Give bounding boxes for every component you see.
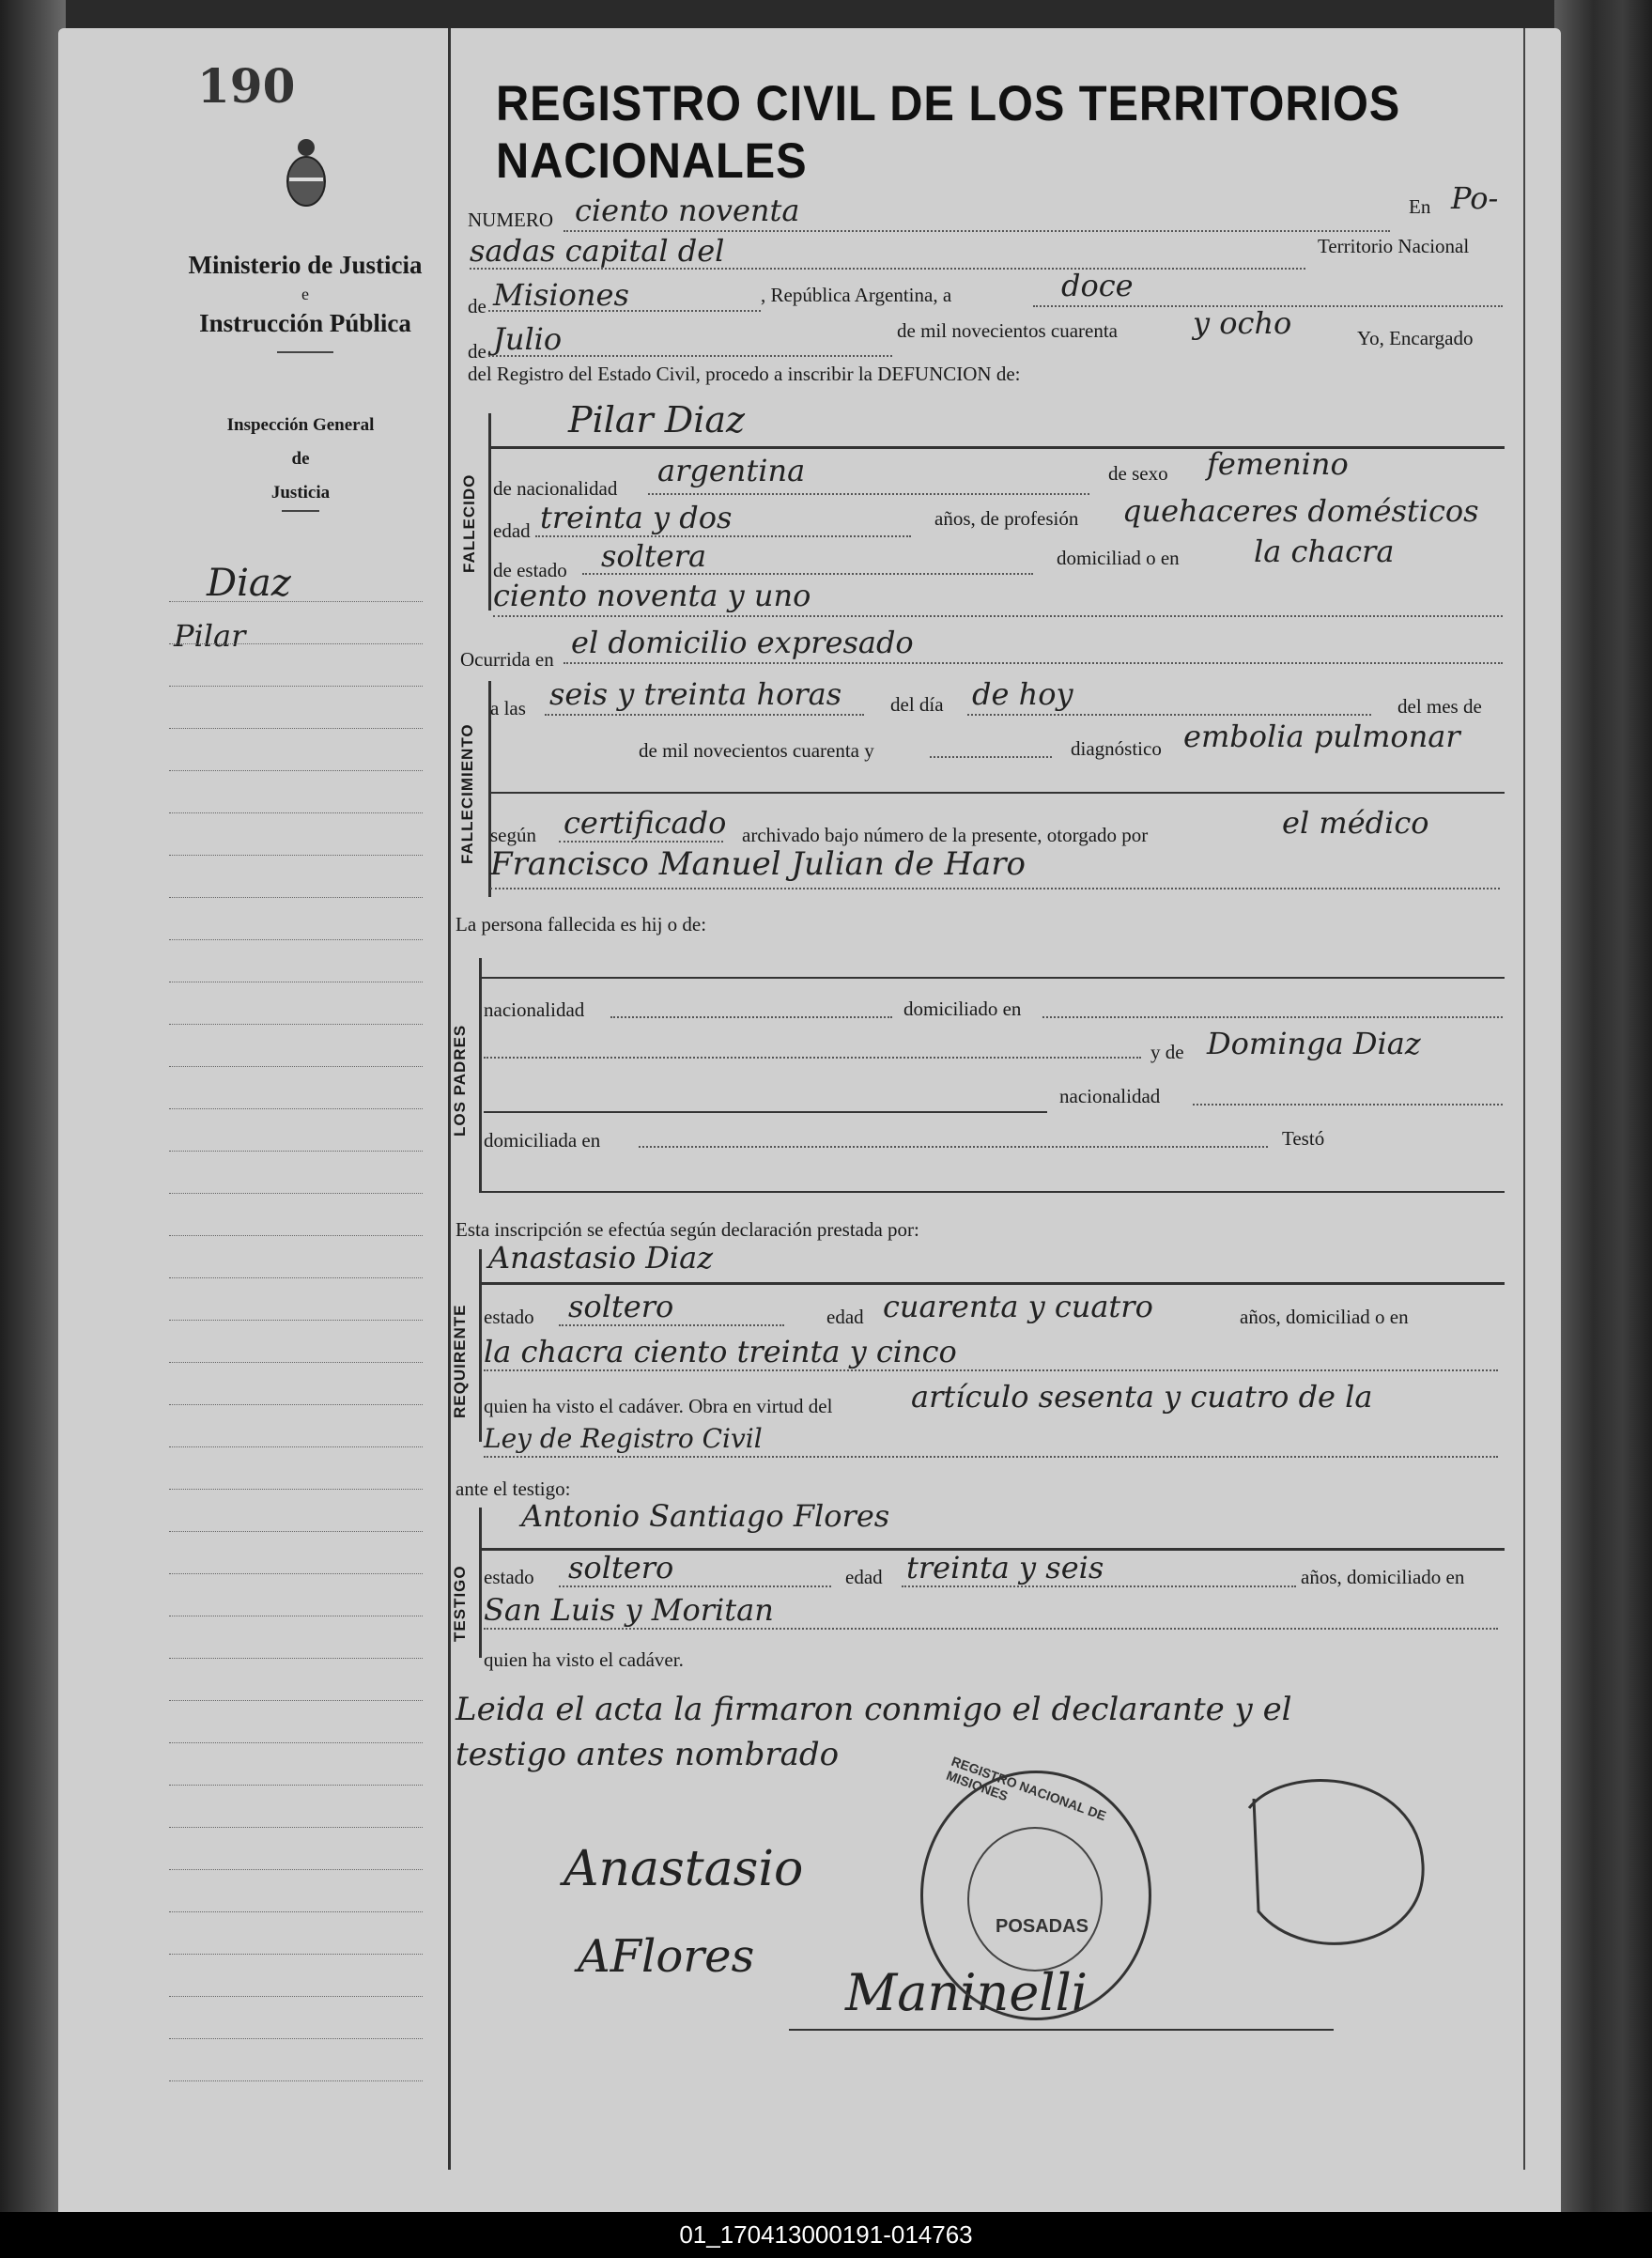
year-label: de mil novecientos cuarenta xyxy=(897,319,1118,342)
fill-line xyxy=(902,1585,1296,1587)
declaracion-label: Esta inscripción se efectúa según declaración prestada por: xyxy=(455,1218,919,1241)
numero-value: ciento noventa xyxy=(575,193,800,228)
segun-value: certificado xyxy=(564,805,727,841)
rule-line xyxy=(481,1191,1505,1193)
fill-line xyxy=(639,1146,1268,1148)
section-bracket xyxy=(479,1249,482,1442)
section-bracket xyxy=(479,1508,482,1658)
rule-line xyxy=(490,792,1505,794)
numero-label: NUMERO xyxy=(468,209,554,231)
name-underline xyxy=(481,1282,1505,1285)
fill-line xyxy=(967,714,1371,716)
territory-value: Misiones xyxy=(493,277,629,313)
fill-line xyxy=(610,1016,892,1018)
segun-label: según xyxy=(490,824,536,846)
domicilio-label: domiciliad o en xyxy=(1057,547,1180,569)
req-ley-value: Ley de Registro Civil xyxy=(484,1423,763,1454)
fill-line xyxy=(545,714,864,716)
sexo-label: de sexo xyxy=(1108,462,1168,485)
ante-label: ante el testigo: xyxy=(455,1477,571,1500)
rule-line xyxy=(481,977,1505,979)
edad-value: treinta y dos xyxy=(540,500,733,535)
fill-line xyxy=(930,756,1052,758)
yo-label: Yo, Encargado xyxy=(1357,327,1474,349)
profesion-label: años, de profesión xyxy=(934,507,1079,530)
signature-testigo: AFlores xyxy=(578,1930,755,1983)
madre-value: Dominga Diaz xyxy=(1207,1026,1421,1061)
pen-loop-mark xyxy=(1230,1771,1437,1987)
fill-line xyxy=(648,493,1089,495)
fill-line xyxy=(559,1324,784,1326)
domiciliada-label: domiciliada en xyxy=(484,1129,601,1152)
inspection-line3: Justicia xyxy=(270,483,331,503)
margin-ruled-lines xyxy=(169,601,423,2123)
en-label: En xyxy=(1409,195,1431,218)
margin-given-name: Pilar xyxy=(174,618,246,654)
req-domicilio-value: la chacra ciento treinta y cinco xyxy=(484,1334,957,1369)
tes-estado-label: estado xyxy=(484,1566,534,1588)
signature-stroke xyxy=(789,2029,1334,2031)
republica-label: , República Argentina, a xyxy=(761,284,952,306)
registro-label: del Registro del Estado Civil, procedo a inscribir la DEFUNCION de: xyxy=(468,363,1021,385)
closing-line2: testigo antes nombrado xyxy=(455,1736,840,1773)
requirente-name: Anastasio Diaz xyxy=(488,1240,714,1276)
book-next-page xyxy=(1554,0,1652,2212)
testo-label: Testó xyxy=(1282,1127,1325,1150)
document-title: REGISTRO CIVIL DE LOS TERRITORIOS NACIONALES xyxy=(496,76,1401,189)
hora-value: seis y treinta horas xyxy=(549,676,842,712)
req-anos-label: años, domiciliad o en xyxy=(1240,1306,1409,1328)
de-label: de xyxy=(468,295,486,317)
fill-line xyxy=(484,1369,1498,1371)
official-seal-inner xyxy=(967,1827,1103,1972)
section-label-testigo: TESTIGO xyxy=(451,1565,469,1642)
section-label-fallecido: FALLECIDO xyxy=(460,473,478,573)
ocurrida-value: el domicilio expresado xyxy=(571,625,914,660)
section-label-requirente: REQUIRENTE xyxy=(451,1304,469,1418)
divider xyxy=(282,510,319,512)
inspection-line2: de xyxy=(291,449,310,469)
tes-domicilio-value: San Luis y Moritan xyxy=(484,1592,774,1628)
edad-label: edad xyxy=(493,519,531,542)
inspection-heading xyxy=(207,409,394,521)
fill-line xyxy=(582,573,1033,575)
domicilio-value2: ciento noventa y uno xyxy=(493,578,811,613)
req-estado-value: soltero xyxy=(568,1289,674,1324)
hijo-label: La persona fallecida es hij o de: xyxy=(455,913,707,936)
testigo-name: Antonio Santiago Flores xyxy=(521,1498,890,1534)
year-value: y ocho xyxy=(1193,305,1292,341)
estado-value: soltera xyxy=(601,538,707,574)
mes-label: del mes de xyxy=(1397,695,1482,718)
ministry-heading xyxy=(178,246,432,363)
fill-line xyxy=(488,310,761,312)
month-value: Julio xyxy=(493,321,563,357)
nacionalidad-label: de nacionalidad xyxy=(493,477,618,500)
diag-value: embolia pulmonar xyxy=(1183,719,1460,754)
section-label-padres: LOS PADRES xyxy=(451,1024,469,1137)
right-border xyxy=(1523,28,1525,2170)
fill-line xyxy=(1193,1104,1503,1106)
yde-label: y de xyxy=(1150,1041,1184,1063)
fill-line xyxy=(1042,1016,1503,1018)
book-binding-left xyxy=(0,0,66,2212)
city-value: sadas capital del xyxy=(470,233,725,269)
section-label-fallecimiento: FALLECIMIENTO xyxy=(458,723,476,864)
signature-declarante: Anastasio xyxy=(564,1841,804,1897)
sexo-value: femenino xyxy=(1207,446,1349,482)
fill-line xyxy=(559,841,723,843)
page-number: 190 xyxy=(197,58,296,114)
tes-edad-value: treinta y seis xyxy=(906,1550,1104,1585)
req-virtud-value: artículo sesenta y cuatro de la xyxy=(911,1379,1373,1415)
domicilio-value: la chacra xyxy=(1254,534,1395,569)
tes-anos-label: años, domiciliado en xyxy=(1301,1566,1465,1588)
fill-line xyxy=(484,1628,1498,1630)
day-value: doce xyxy=(1061,268,1134,303)
dia-label: del día xyxy=(890,693,944,716)
madre-nacionalidad-label: nacionalidad xyxy=(1059,1085,1161,1107)
req-edad-value: cuarenta y cuatro xyxy=(883,1289,1153,1324)
fill-line xyxy=(564,230,1390,232)
req-cadaver-label: quien ha visto el cadáver. Obra en virtud del xyxy=(484,1395,833,1417)
otorgado-value: el médico xyxy=(1282,805,1429,841)
section-bracket xyxy=(479,958,482,1193)
divider xyxy=(277,351,333,353)
name-underline xyxy=(490,446,1505,449)
seal-ring-text: REGISTRO NACIONAL DE MISIONES xyxy=(944,1753,1108,1824)
hora-label: a las xyxy=(490,697,526,719)
image-id-footer: 01_170413000191-014763 xyxy=(0,2212,1652,2258)
req-edad-label: edad xyxy=(826,1306,864,1328)
seal-center-text: POSADAS xyxy=(996,1916,1088,1937)
profesion-value: quehaceres domésticos xyxy=(1122,493,1479,529)
signature-encargado: Maninelli xyxy=(845,1963,1088,2022)
ministry-line1: Ministerio de Justicia xyxy=(188,251,423,279)
de2-label: de xyxy=(468,340,486,363)
margin-surname: Diaz xyxy=(207,562,291,605)
fill-line xyxy=(488,355,892,357)
fill-line xyxy=(484,1456,1498,1458)
ministry-line2: Instrucción Pública xyxy=(199,309,411,337)
padre-domiciliado-label: domiciliado en xyxy=(903,998,1022,1020)
fill-line xyxy=(484,1057,1141,1059)
fill-line xyxy=(470,268,1305,270)
fill-line xyxy=(493,615,1503,617)
fill-line xyxy=(564,662,1503,664)
closing-line1: Leida el acta la firmaron conmigo el declarante y el xyxy=(455,1691,1292,1728)
tes-edad-label: edad xyxy=(845,1566,883,1588)
tes-cadaver-label: quien ha visto el cadáver. xyxy=(484,1648,684,1671)
deceased-name: Pilar Diaz xyxy=(568,399,746,441)
fill-line xyxy=(559,1585,831,1587)
en-value: Po- xyxy=(1451,180,1499,216)
section-bracket xyxy=(488,413,491,611)
nacionalidad-value: argentina xyxy=(657,453,806,488)
inspection-line1: Inspección General xyxy=(226,415,375,435)
fill-line xyxy=(535,535,911,537)
rule-line xyxy=(484,1111,1047,1113)
archivado-label: archivado bajo número de la presente, otorgado por xyxy=(742,824,1149,846)
ocurrida-label: Ocurrida en xyxy=(460,648,554,671)
year-label: de mil novecientos cuarenta y xyxy=(639,739,874,762)
coat-of-arms-icon xyxy=(282,136,331,209)
padre-nacionalidad-label: nacionalidad xyxy=(484,998,585,1021)
ministry-conj: e xyxy=(301,285,309,303)
territorio-label: Territorio Nacional xyxy=(1318,235,1470,257)
tes-estado-value: soltero xyxy=(568,1550,674,1585)
fill-line xyxy=(490,888,1500,889)
req-estado-label: estado xyxy=(484,1306,534,1328)
diag-label: diagnóstico xyxy=(1071,737,1162,760)
dia-value: de hoy xyxy=(972,676,1073,712)
medico-value: Francisco Manuel Julian de Haro xyxy=(490,845,1026,883)
estado-label: de estado xyxy=(493,559,567,581)
